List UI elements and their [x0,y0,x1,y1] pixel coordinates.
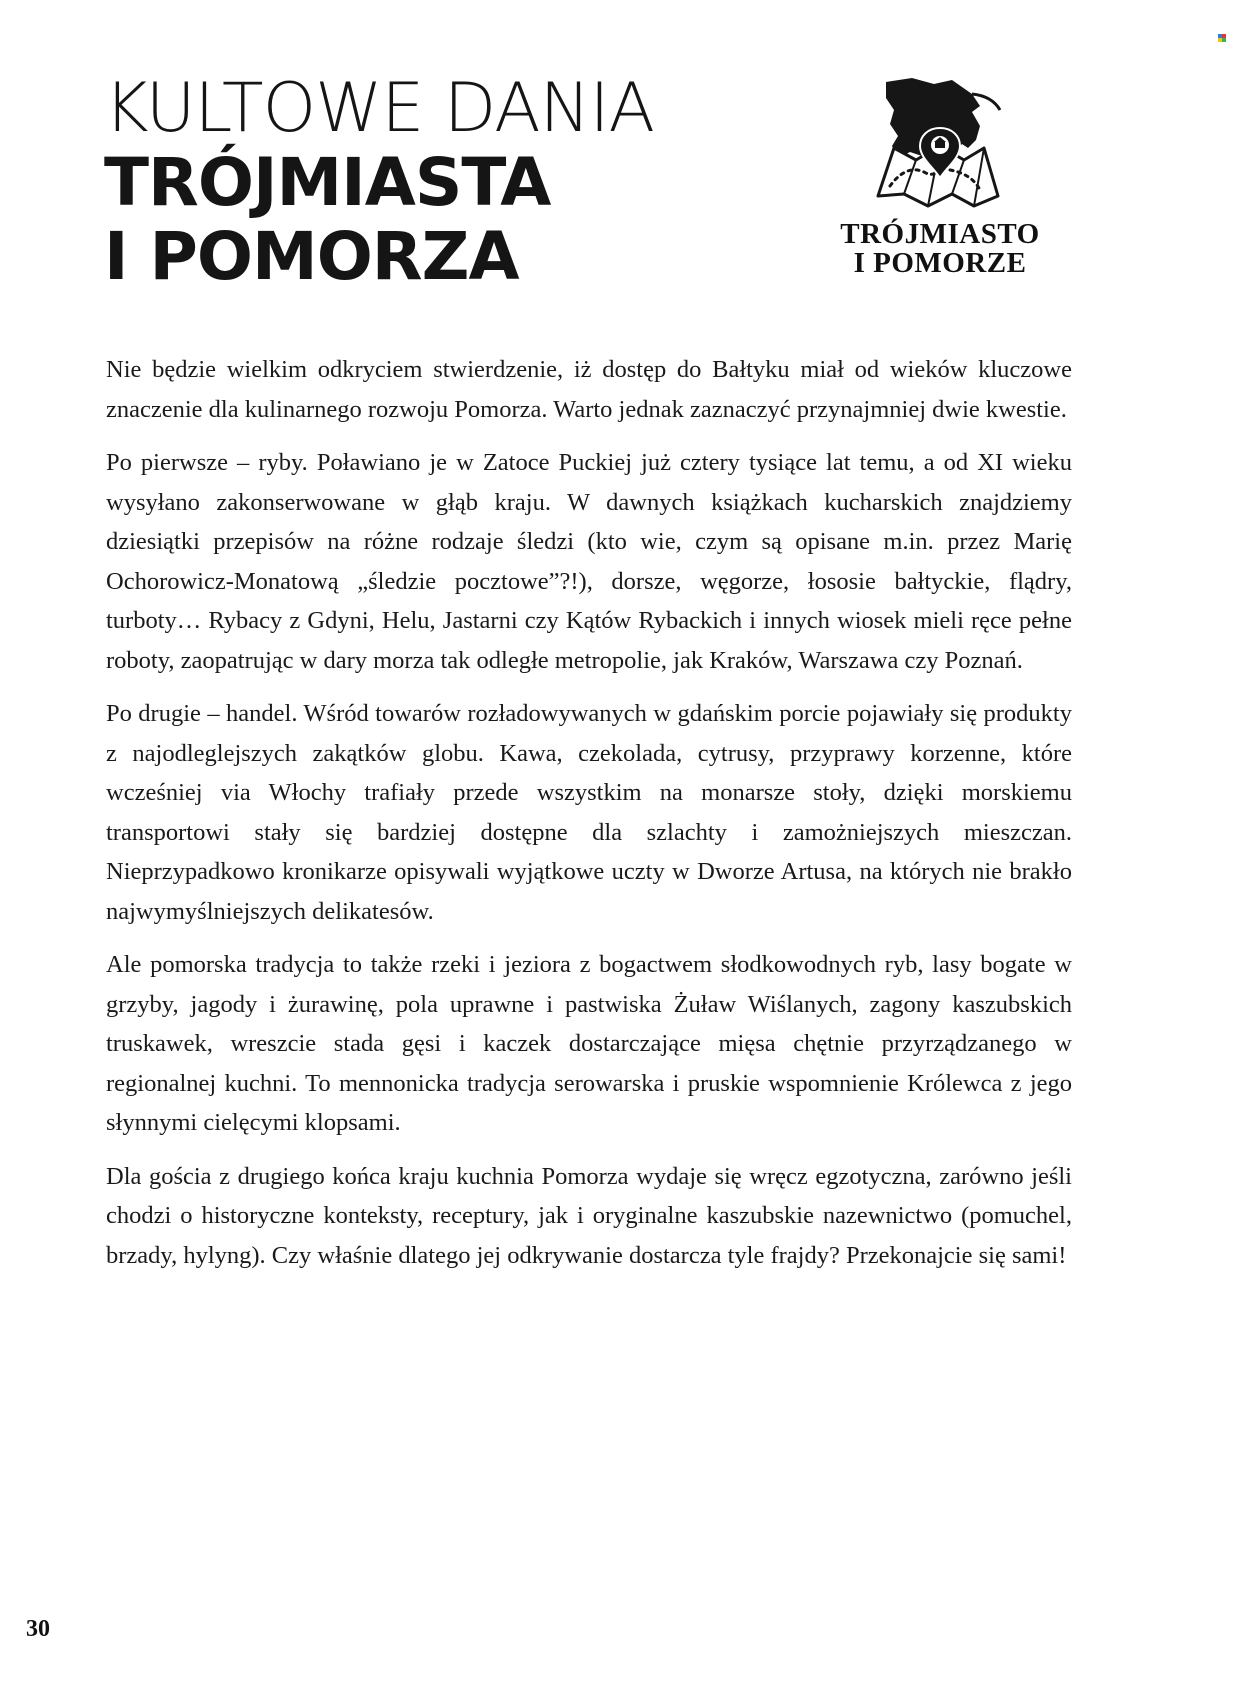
title-line-2: TRÓJMIASTA [104,144,551,221]
logo-text [840,220,1040,278]
paragraph-3: Po drugie – handel. Wśród towarów rozładowywanych w gdańskim porcie pojawiały się produkty z najodleglejszych zakątków globu. Kawa, czekolada, cytrusy, przyprawy korzenne, które wcześniej via Włochy trafiały przede wszystkim na monarsze stoły, dzięki morskiemu transportowi stały się bardziej dostępne dla szlachty i zamożniejszych mieszczan. Nieprzypadkowo kronikarze opisywali wyjątkowe uczty w Dworze Artusa, na których nie brakło najwymyślniejszych delikatesów. [106,700,1072,925]
logo-text-line-2: I POMORZE [853,247,1027,279]
paragraph-4: Ale pomorska tradycja to także rzeki i jeziora z bogactwem słodkowodnych ryb, lasy bogate w grzyby, jagody i żurawinę, pola uprawne i pastwiska Żuław Wiślanych, zagony kaszubskich truskawek, wreszcie stada gęsi i kaczek dostarczające mięsa chętnie przyrządzanego w regionalnej kuchni. To mennonicka tradycja serowarska i pruskie wspomnienie Królewca z jego słynnymi cielęcymi klopsami. [106,951,1072,1136]
paragraph-1: Nie będzie wielkim odkryciem stwierdzenie, iż dostęp do Bałtyku miał od wieków kluczowe znaczenie dla kulinarnego rozwoju Pomorza. Warto jednak zaznaczyć przynajmniej dwie kwestie. [106,356,1072,423]
pomerania-map-pin-icon [876,78,1006,210]
paragraph-2: Po pierwsze – ryby. Poławiano je w Zatoce Puckiej już cztery tysiące lat temu, a od XI wieku wysyłano zakonserwowane w głąb kraju. W dawnych książkach kucharskich znajdziemy dziesiątki przepisów na różne rodzaje śledzi (kto wie, czym są opisane m.in. przez Marię Ochorowicz-Monatową „śledzie pocztowe”?!), dorsze, węgorze, łososie bałtyckie, flądry, turboty… Rybacy z Gdyni, Helu, Jastarni czy Kątów Rybackich i innych wiosek mieli ręce pełne roboty, zaopatrując w dary morza tak odległe metropolie, jak Kraków, Warszawa czy Poznań. [106,449,1072,674]
logo-text-line-1: TRÓJMIASTO [840,218,1040,250]
article-body [106,350,1072,1289]
page-title [104,69,744,295]
region-logo [840,78,1040,288]
title-line-1: KULTOWE DANIA [104,69,655,148]
title-line-3: I POMORZA [104,218,519,295]
page-number: 30 [26,1616,50,1642]
color-registration-mark-icon [1218,34,1226,42]
paragraph-5: Dla gościa z drugiego końca kraju kuchnia Pomorza wydaje się wręcz egzotyczna, zarówno jeśli chodzi o historyczne konteksty, receptury, jak i oryginalne kaszubskie nazewnictwo (pomuchel, brzady, hylyng). Czy właśnie dlatego jej odkrywanie dostarcza tyle frajdy? Przekonajcie się sami! [106,1162,1072,1269]
